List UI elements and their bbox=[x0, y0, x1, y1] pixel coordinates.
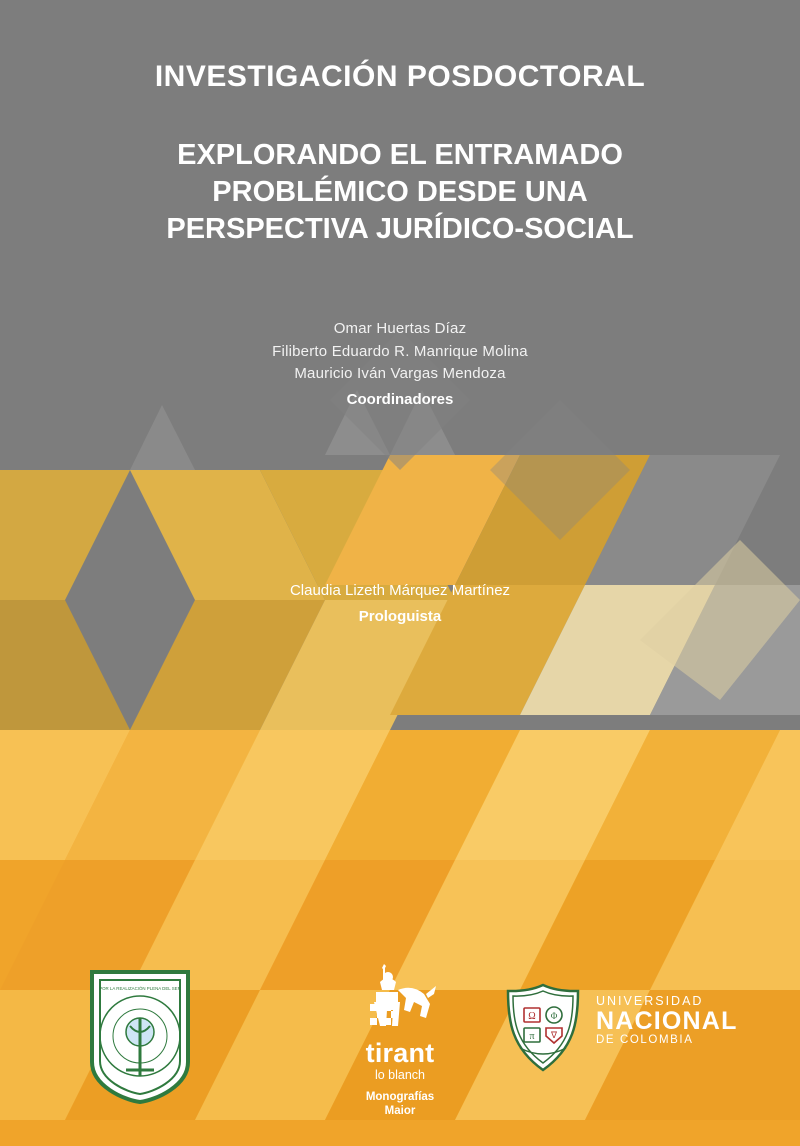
series-label-line-2: Maior bbox=[384, 1105, 416, 1118]
unal-logo bbox=[500, 982, 738, 1072]
svg-text:POR LA REALIZACIÓN PLENA DEL S: POR LA REALIZACIÓN PLENA DEL SER bbox=[99, 986, 181, 991]
svg-text:Φ: Φ bbox=[550, 1011, 558, 1021]
title-block bbox=[0, 60, 800, 248]
svg-text:π: π bbox=[529, 1031, 535, 1042]
unal-line-1: UNIVERSIDAD bbox=[596, 994, 704, 1008]
series-label bbox=[330, 1091, 470, 1119]
tirant-subwordmark: lo blanch bbox=[374, 1068, 426, 1082]
unal-line-2: NACIONAL bbox=[596, 1007, 738, 1035]
uabc-logo bbox=[86, 966, 194, 1106]
svg-text:Ω: Ω bbox=[528, 1011, 536, 1022]
coordinators-role-label: Coordinadores bbox=[346, 390, 454, 408]
prologue-author-name: Claudia Lizeth Márquez Martínez bbox=[289, 582, 511, 599]
subtitle-line-2: PROBLÉMICO DESDE UNA bbox=[212, 176, 588, 209]
logo-row bbox=[0, 944, 800, 1118]
prologue-role-label: Prologuista bbox=[358, 607, 442, 625]
coordinator-name-2: Filiberto Eduardo R. Manrique Molina bbox=[272, 342, 528, 360]
prologue-block bbox=[0, 580, 800, 625]
unal-wordmark bbox=[596, 994, 738, 1046]
series-label-line-1: Monografías bbox=[365, 1091, 435, 1104]
page-title: INVESTIGACIÓN POSDOCTORAL bbox=[154, 60, 646, 93]
svg-text:∇: ∇ bbox=[550, 1030, 558, 1040]
coordinator-name-1: Omar Huertas Díaz bbox=[333, 320, 467, 337]
tirant-wordmark: tirant bbox=[365, 1038, 435, 1068]
tirant-lo-blanch-logo bbox=[330, 960, 470, 1118]
subtitle-block bbox=[0, 137, 800, 248]
unal-line-3: DE COLOMBIA bbox=[596, 1034, 694, 1047]
subtitle-line-3: PERSPECTIVA JURÍDICO-SOCIAL bbox=[166, 213, 634, 246]
coordinators-block bbox=[0, 318, 800, 408]
subtitle-line-1: EXPLORANDO EL ENTRAMADO bbox=[177, 139, 623, 171]
coordinator-name-3: Mauricio Iván Vargas Mendoza bbox=[294, 365, 506, 382]
